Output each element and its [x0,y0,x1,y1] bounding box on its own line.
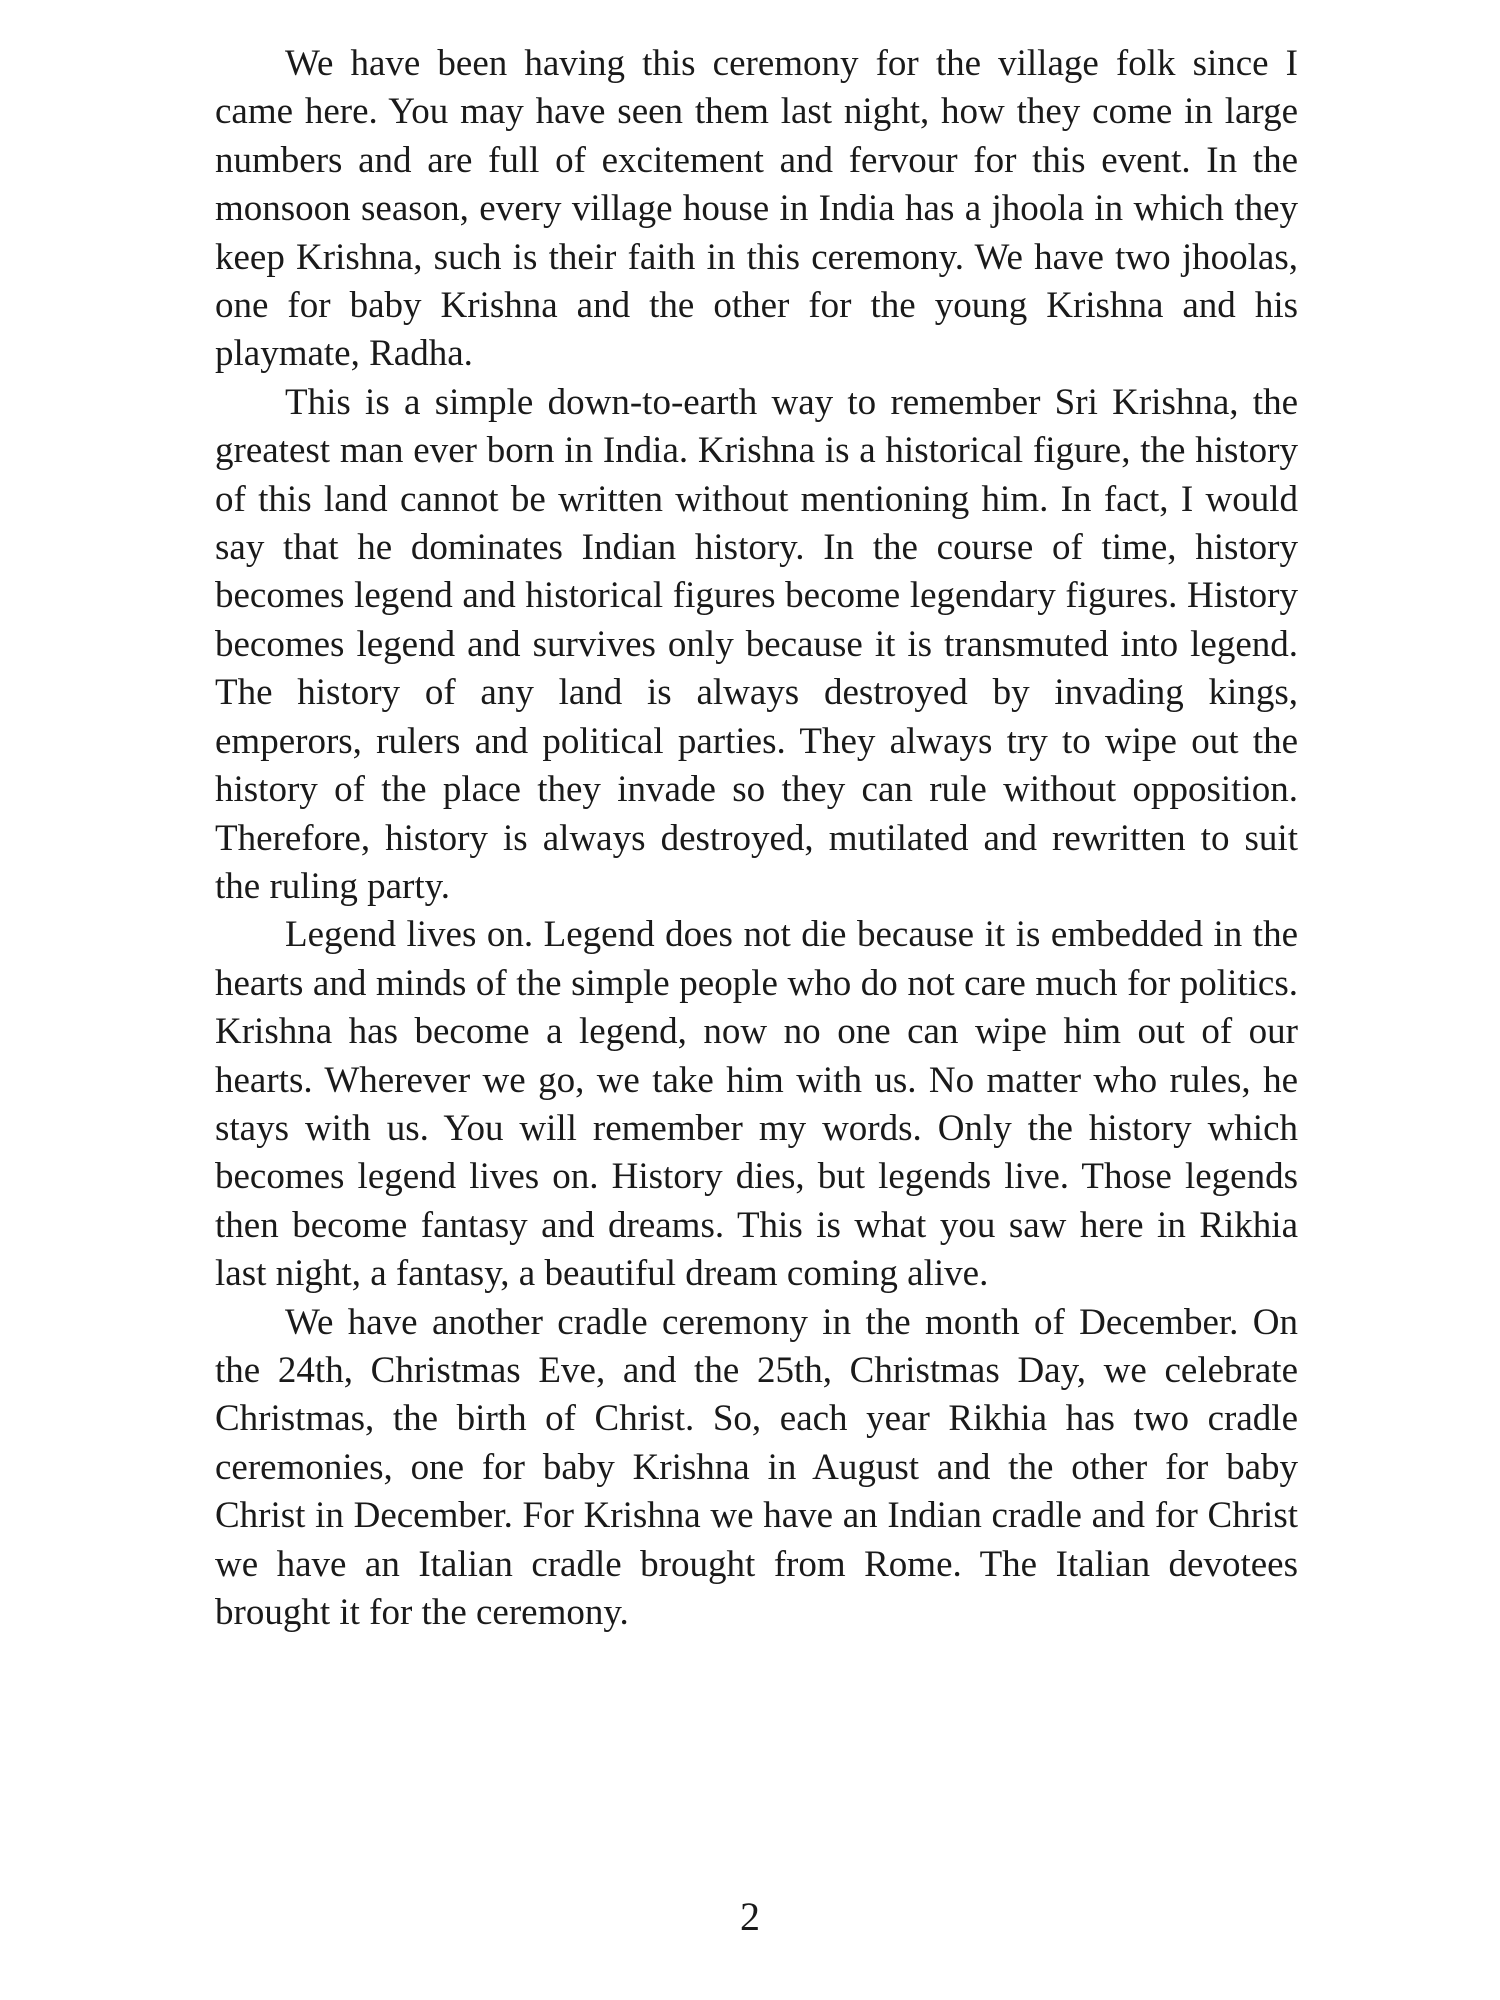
page-number: 2 [740,1894,760,1939]
paragraph-2: This is a simple down-to-earth way to remember Sri Krishna, the greatest man ever born in India. Krishna is a historical figure, the history of this land cannot be written without mentioning him. In fact, I would say that he dominates Indian history. In the course of time, history becomes legend and historical figures become legendary figures. History becomes legend and survives only because it is transmuted into legend. The history of any land is always destroyed by invading kings, emperors, rulers and political parties. They always try to wipe out the history of the place they invade so they can rule without opposition. Therefore, history is always destroyed, mutilated and rewritten to suit the ruling party. [215,381,1298,907]
paragraph-3: Legend lives on. Legend does not die because it is embedded in the hearts and minds of the simple people who do not care much for politics. Krishna has become a legend, now no one can wipe him out of our hearts. Wherever we go, we take him with us. No matter who rules, he stays with us. You will remember my words. Only the history which becomes legend lives on. History dies, but legends live. Those legends then become fantasy and dreams. This is what you saw here in Rikhia last night, a fantasy, a beautiful dream coming alive. [215,914,1298,1295]
paragraph-1: We have been having this ceremony for the village folk since I came here. You may have seen them last night, how they come in large numbers and are full of excitement and fervour for this event. In the monsoon season, every village house in India has a jhoola in which they keep Krishna, such is their faith in this ceremony. We have two jhoolas, one for baby Krishna and the other for the young Krishna and his playmate, Radha. [215,43,1298,375]
page-body [215,40,1298,1637]
paragraph-4: We have another cradle ceremony in the month of December. On the 24th, Christmas Eve, and the 25th, Christmas Day, we celebrate Christmas, the birth of Christ. So, each year Rikhia has two cradle ceremonies, one for baby Krishna in August and the other for baby Christ in December. For Krishna we have an Indian cradle and for Christ we have an Italian cradle brought from Rome. The Italian devotees brought it for the ceremony. [215,1301,1298,1633]
